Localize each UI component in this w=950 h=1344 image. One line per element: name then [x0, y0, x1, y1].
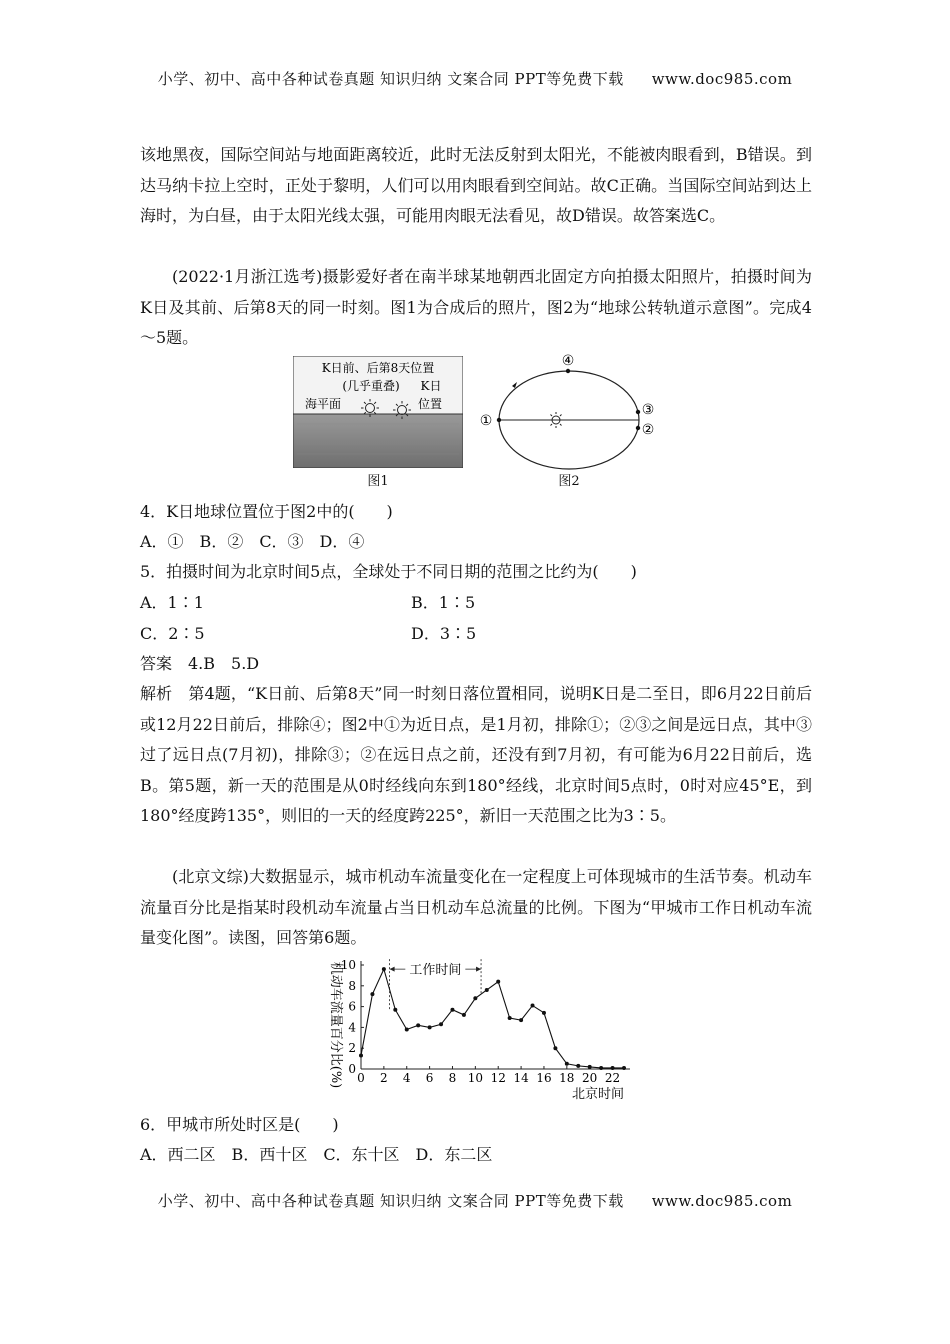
data-point	[496, 980, 500, 984]
data-point	[519, 1018, 523, 1022]
x-tick-label: 2	[380, 1071, 388, 1085]
page-footer	[0, 1190, 950, 1211]
q6-stem: 6．甲城市所处时区是( )	[140, 1115, 339, 1134]
data-point	[473, 996, 477, 1000]
footer-text: 小学、初中、高中各种试卷真题 知识归纳 文案合同 PPT等免费下载	[157, 1192, 624, 1210]
q4-options: A．① B．② C．③ D．④	[140, 532, 365, 551]
y-tick-label: 10	[340, 958, 356, 972]
data-point	[462, 1013, 466, 1017]
footer-site[interactable]: www.doc985.com	[651, 1192, 793, 1210]
fig1-label-k: K日	[420, 379, 442, 393]
data-point	[599, 1066, 603, 1070]
data-point	[588, 1065, 592, 1069]
x-tick-label: 16	[536, 1071, 552, 1085]
q6-options: A．西二区 B．西十区 C．东十区 D．东二区	[140, 1145, 493, 1164]
y-tick-label: 2	[348, 1041, 356, 1056]
work-arrow-right	[476, 967, 481, 972]
y-axis-label: 机动车流量百分比(%)	[328, 961, 343, 1089]
data-point	[382, 967, 386, 971]
figure-2	[474, 352, 664, 492]
x-tick-label: 6	[425, 1071, 434, 1085]
data-point	[439, 1022, 443, 1026]
series-line	[361, 969, 624, 1068]
work-time-label: 工作时间	[409, 963, 462, 979]
data-point	[416, 1023, 420, 1027]
q5-option-a: A．1∶1	[140, 593, 204, 612]
figure-2-orbit	[474, 352, 664, 470]
fig1-label-top: K日前、后第8天位置	[321, 361, 435, 375]
traffic-chart	[318, 952, 638, 1104]
answer-line: 答案 4.B 5.D	[140, 654, 260, 673]
x-axis-label: 北京时间	[571, 1087, 625, 1102]
analysis-paragraph: 解析 第4题，“K日前、后第8天”同一时刻日落位置相同，说明K日是二至日，即6月22日前后或12月22日前后，排除④；图2中①为近日点，是1月初，排除①；②③之间是远日点，其中③过了远日点(7月初)，排除③；②在远日点之前，还没有到7月初，有可能为6月22日前后，选B。第5题，新一天的范围是从0时经线向东到180°经线，北京时间5点时，0时对应45°E，到180°经度跨135°，则旧的一天的经度跨225°，新旧一天范围之比为3∶5。	[140, 684, 812, 825]
q4-stem: 4．K日地球位置位于图2中的( )	[140, 502, 393, 521]
data-point	[611, 1066, 615, 1070]
orbit-point-3: ③	[641, 402, 655, 418]
data-point	[508, 1016, 512, 1020]
fig1-label-pos: 位置	[417, 397, 443, 411]
q5-option-b: B．1∶5	[411, 593, 476, 612]
q5-option-d: D．3∶5	[411, 624, 477, 643]
data-point	[531, 1004, 535, 1008]
fig2-caption: 图2	[558, 474, 580, 489]
header-text: 小学、初中、高中各种试卷真题 知识归纳 文案合同 PPT等免费下载	[157, 70, 624, 88]
data-point	[393, 1008, 397, 1012]
y-tick-label: 8	[348, 978, 356, 993]
figure-1	[293, 356, 463, 491]
header-site[interactable]: www.doc985.com	[651, 70, 793, 88]
x-tick-label: 14	[513, 1071, 529, 1085]
data-point	[542, 1011, 546, 1015]
y-tick-label: 6	[348, 999, 356, 1014]
q45-intro: (2022·1月浙江选考)摄影爱好者在南半球某地朝西北固定方向拍摄太阳照片，拍摄时间为K日及其前、后第8天的同一时刻。图1为合成后的照片，图2为“地球公转轨道示意图”。完成4～5题。	[140, 267, 812, 347]
data-point	[576, 1064, 580, 1068]
x-tick-label: 4	[402, 1071, 411, 1085]
data-point	[405, 1027, 409, 1031]
q5-stem: 5．拍摄时间为北京时间5点，全球处于不同日期的范围之比约为( )	[140, 562, 637, 581]
y-tick-label: 0	[348, 1062, 356, 1076]
q6-intro: (北京文综)大数据显示，城市机动车流量变化在一定程度上可体现城市的生活节奏。机动车流量百分比是指某时段机动车流量占当日机动车总流量的比例。下图为“甲城市工作日机动车流量变化图”。读图，回答第6题。	[140, 867, 812, 947]
x-tick-label: 20	[582, 1071, 598, 1085]
orbit-point-4: ④	[561, 353, 575, 369]
data-point	[359, 1053, 363, 1057]
data-point	[428, 1025, 432, 1029]
intro-paragraph: 该地黑夜，国际空间站与地面距离较近，此时无法反射到太阳光，不能被肉眼看到，B错误。到达马纳卡拉上空时，正处于黎明，人们可以用肉眼看到空间站。故C正确。当国际空间站到达上海时，为白昼，由于太阳光线太强，可能用肉眼无法看见，故D错误。故答案选C。	[140, 145, 812, 225]
data-point	[485, 988, 489, 992]
q5-option-c: C．2∶5	[140, 624, 205, 643]
x-tick-label: 0	[357, 1071, 365, 1085]
orbit-point-2: ②	[641, 422, 655, 438]
x-tick-label: 18	[559, 1071, 575, 1085]
work-arrow-left	[390, 967, 395, 972]
page-header	[0, 68, 950, 89]
figure-1-photo	[293, 356, 463, 468]
data-point	[565, 1062, 569, 1066]
fig1-label-sea: 海平面	[304, 397, 342, 411]
data-point	[622, 1066, 626, 1070]
fig1-label-mid: (几乎重叠)	[342, 379, 400, 393]
orbit-point-1: ①	[479, 413, 493, 429]
x-tick-label: 10	[467, 1071, 483, 1085]
data-point	[370, 992, 374, 996]
x-tick-label: 8	[448, 1071, 457, 1085]
data-point	[553, 1046, 557, 1050]
x-tick-label: 22	[604, 1071, 621, 1085]
fig1-caption: 图1	[367, 474, 389, 489]
x-tick-label: 12	[490, 1071, 506, 1085]
y-tick-label: 4	[348, 1020, 356, 1035]
data-point	[450, 1008, 454, 1012]
